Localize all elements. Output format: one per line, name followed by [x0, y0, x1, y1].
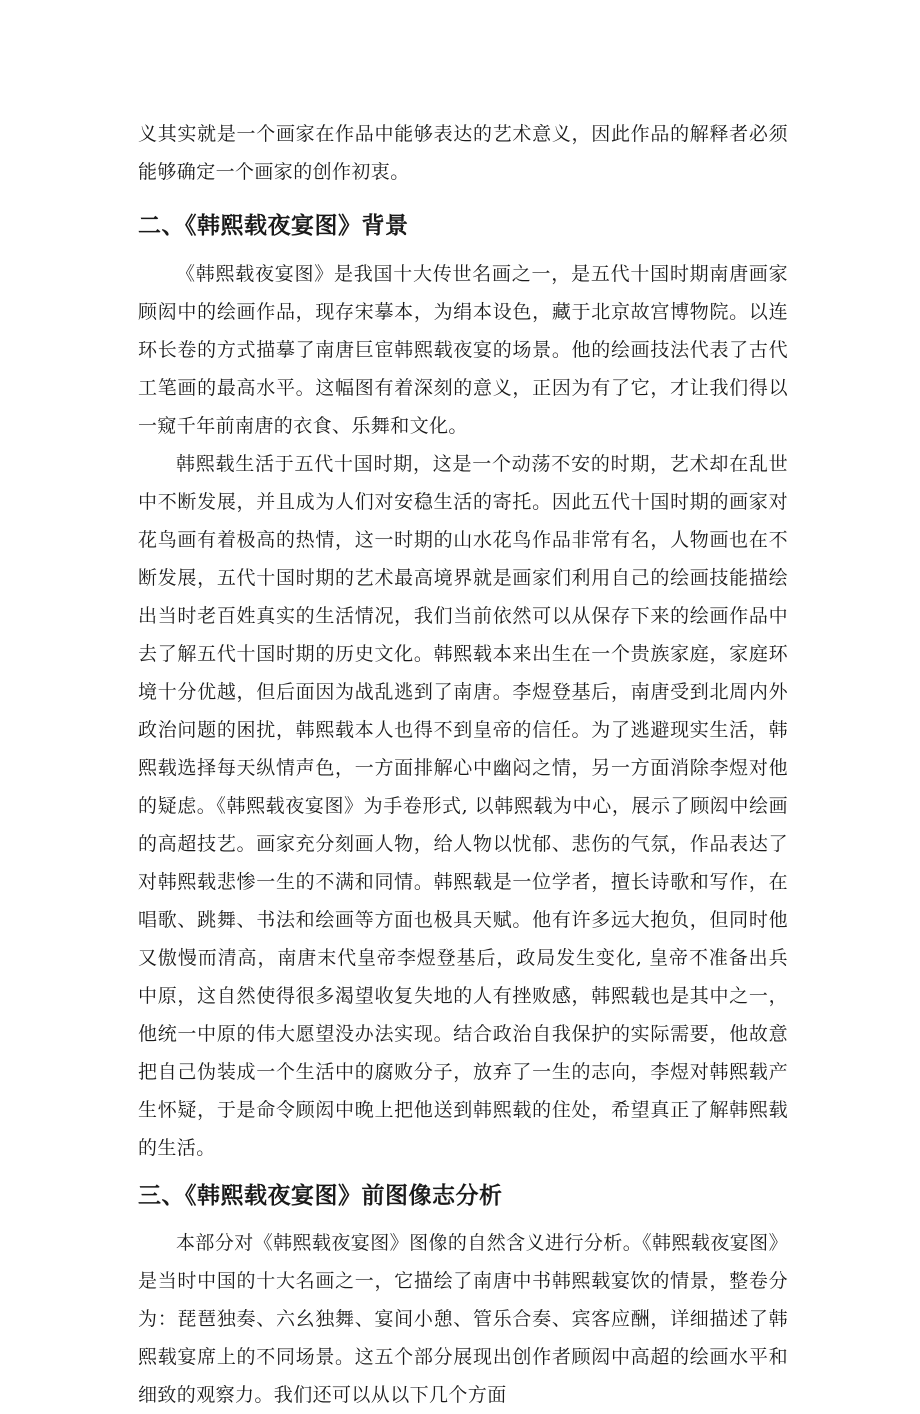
paragraph-continued: 义其实就是一个画家在作品中能够表达的艺术意义，因此作品的解释者必须能够确定一个画家的创作初衷。: [138, 123, 788, 183]
paragraph-pre-iconographic-analysis: 本部分对《韩熙载夜宴图》图像的自然含义进行分析。《韩熙载夜宴图》是当时中国的十大名画之一，它描绘了南唐中书韩熙载宴饮的情景，整卷分为：琵琶独奏、六幺独舞、宴间小憩、管乐合奏、宾客应酬，详细描述了韩熙载宴席上的不同场景。这五个部分展现出创作者顾闳中高超的绘画水平和细致的观察力。我们还可以从以下几个方面: [138, 1232, 788, 1406]
paragraph-background-intro: 《韩熙载夜宴图》是我国十大传世名画之一，是五代十国时期南唐画家顾闳中的绘画作品，现存宋摹本，为绢本设色，藏于北京故宫博物院。以连环长卷的方式描摹了南唐巨宦韩熙载夜宴的场景。他的绘画技法代表了古代工笔画的最高水平。这幅图有着深刻的意义，正因为有了它，才让我们得以一窥千年前南唐的衣食、乐舞和文化。: [138, 263, 788, 437]
paragraph-han-xizai-life: 韩熙载生活于五代十国时期，这是一个动荡不安的时期，艺术却在乱世中不断发展，并且成为人们对安稳生活的寄托。因此五代十国时期的画家对花鸟画有着极高的热情，这一时期的山水花鸟作品非常有名，人物画也在不断发展，五代十国时期的艺术最高境界就是画家们利用自己的绘画技能描绘出当时老百姓真实的生活情况，我们当前依然可以从保存下来的绘画作品中去了解五代十国时期的历史文化。韩熙载本来出生在一个贵族家庭，家庭环境十分优越，但后面因为战乱逃到了南唐。李煜登基后，南唐受到北周内外政治问题的困扰，韩熙载本人也得不到皇帝的信任。为了逃避现实生活，韩熙载选择每天纵情声色，一方面排解心中幽闷之情，另一方面消除李煜对他的疑虑。《韩熙载夜宴图》为手卷形式, 以韩熙载为中心，展示了顾闳中绘画的高超技艺。画家充分刻画人物，给人物以忧郁、悲伤的气氛，作品表达了对韩熙载悲惨一生的不满和同情。韩熙载是一位学者，擅长诗歌和写作，在唱歌、跳舞、书法和绘画等方面也极具天赋。他有许多远大抱负，但同时他又傲慢而清高，南唐末代皇帝李煜登基后，政局发生变化, 皇帝不准备出兵中原，这自然使得很多渴望收复失地的人有挫败感，韩熙载也是其中之一，他统一中原的伟大愿望没办法实现。结合政治自我保护的实际需要，他故意把自己伪装成一个生活中的腐败分子，放弃了一生的志向，李煜对韩熙载产生怀疑，于是命令顾闳中晚上把他送到韩熙载的住处，希望真正了解韩熙载的生活。: [138, 453, 788, 1159]
document-page: [138, 115, 788, 1414]
section-heading-pre-iconographic: 三、《韩熙载夜宴图》前图像志分析: [138, 1183, 503, 1209]
section-heading-background: 二、《韩熙载夜宴图》背景: [138, 213, 409, 239]
